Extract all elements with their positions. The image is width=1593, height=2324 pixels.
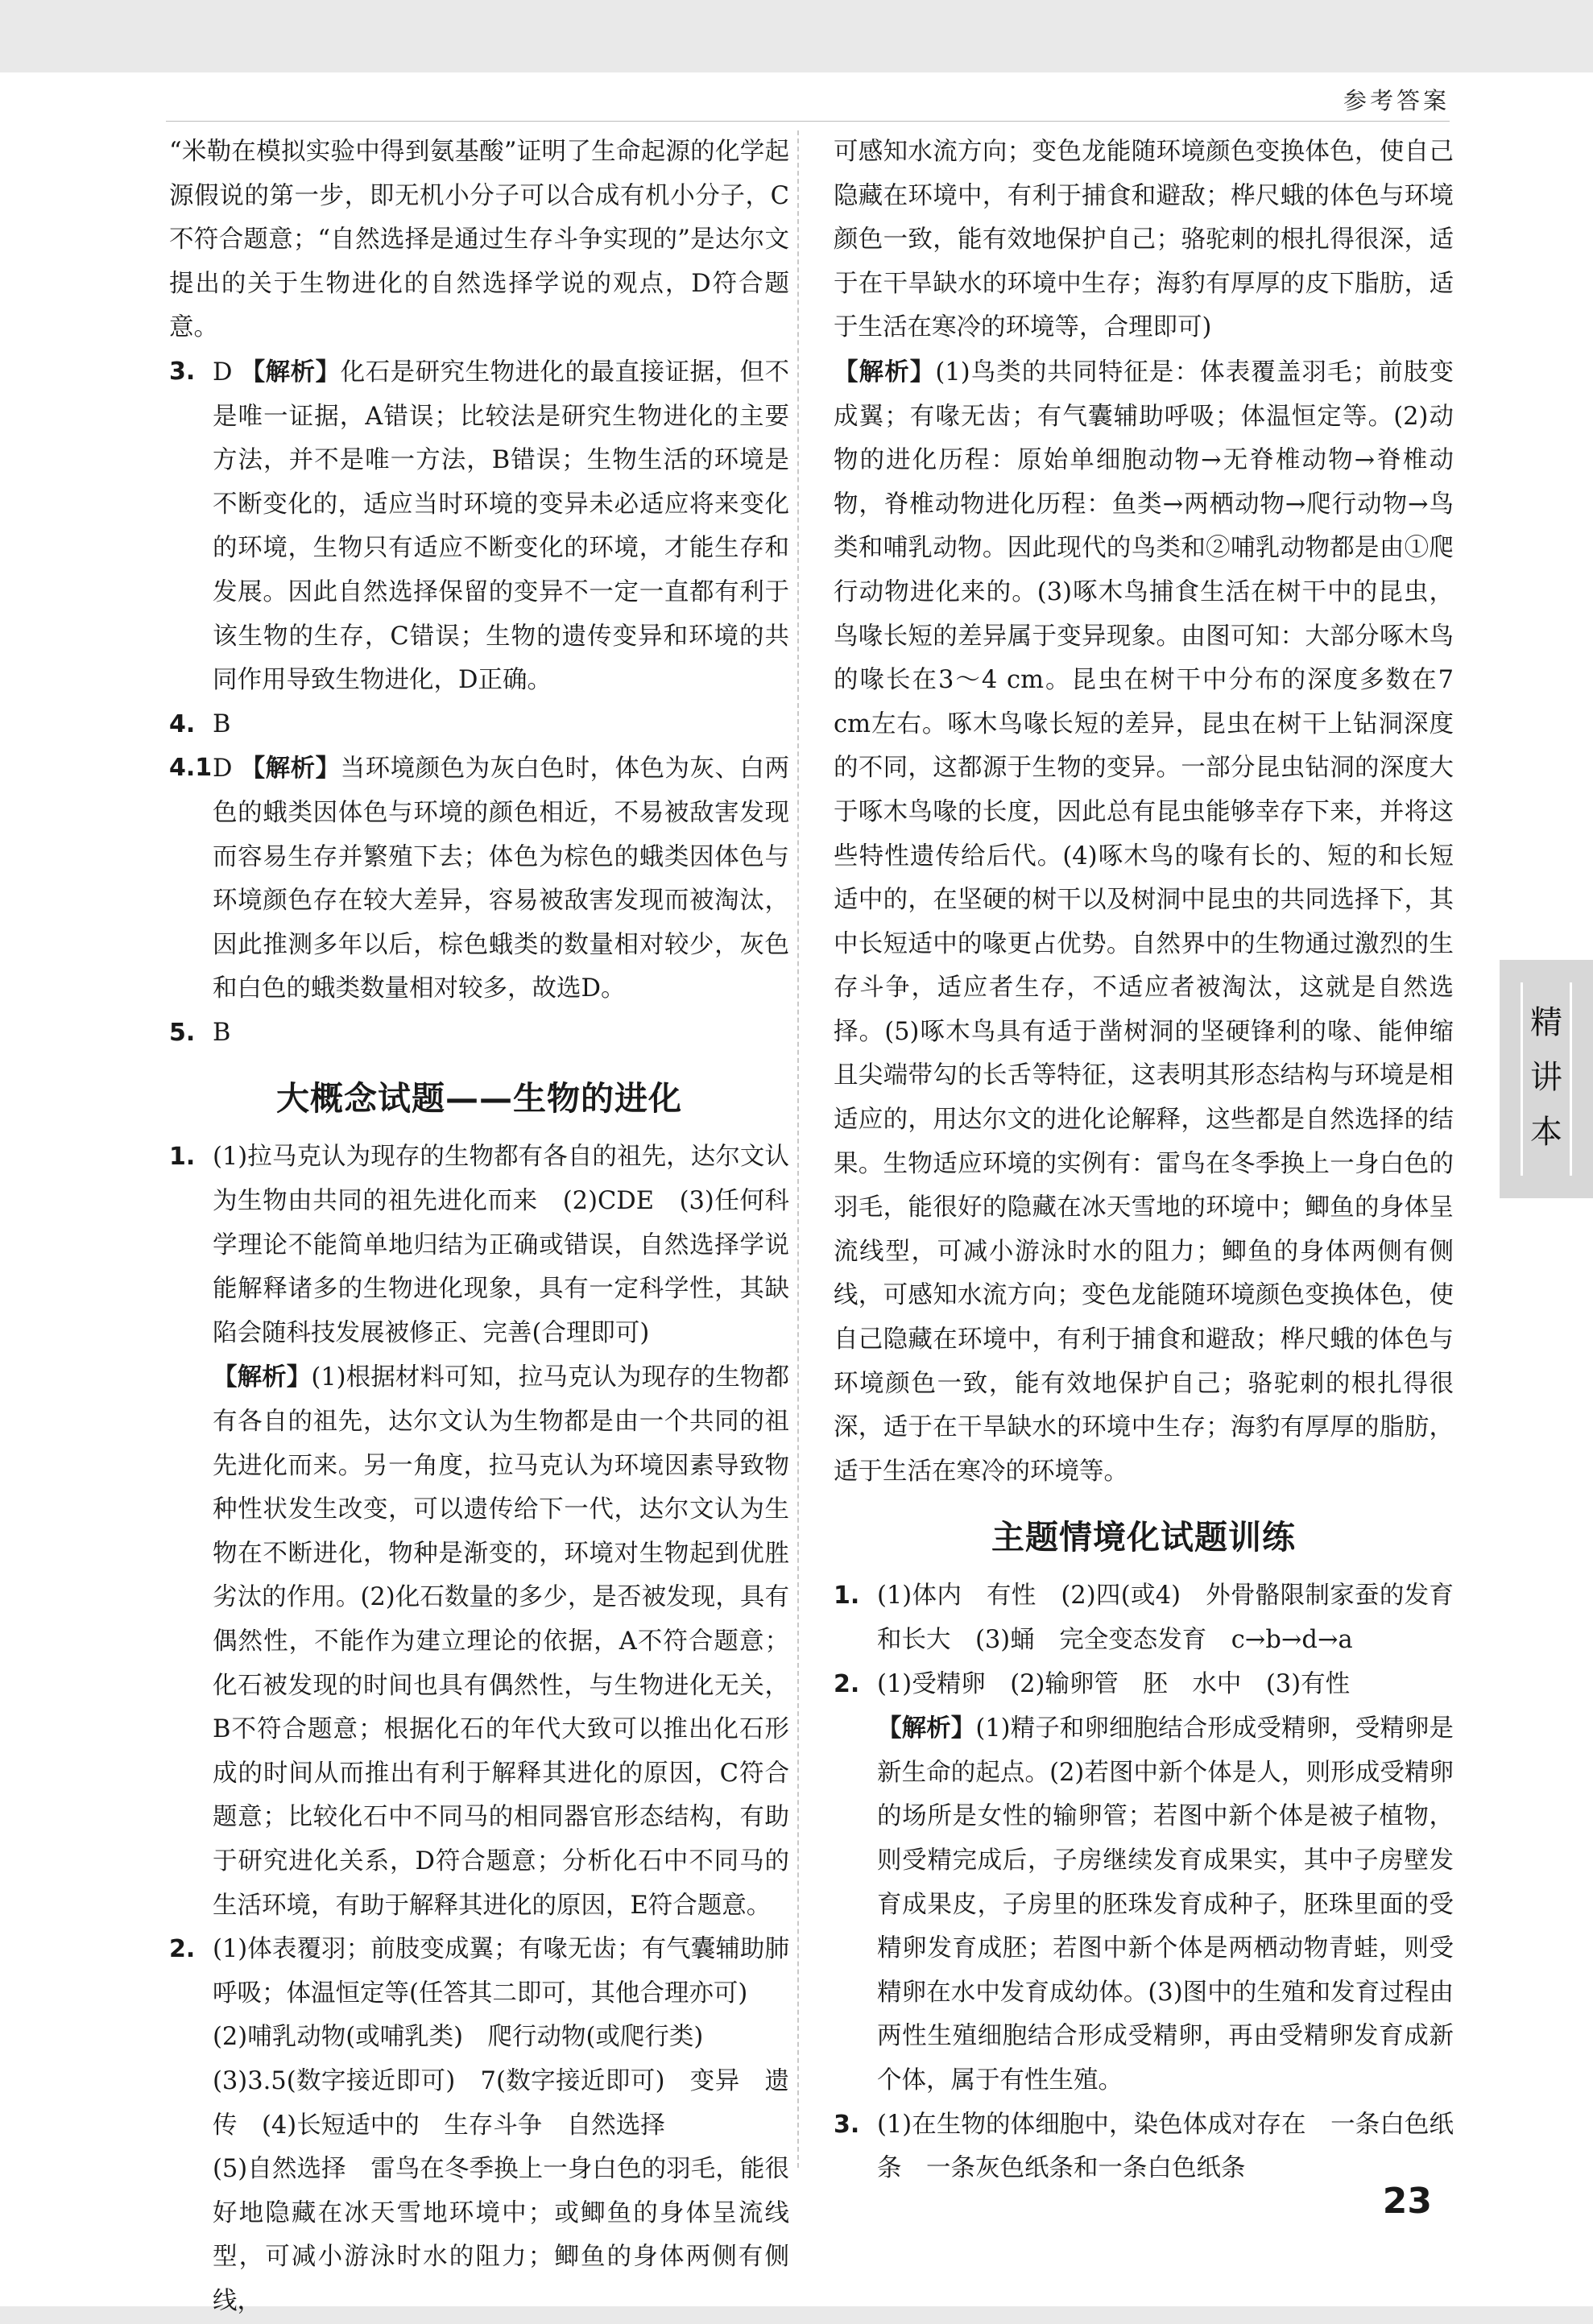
item-answer: B [213, 709, 231, 738]
item-number: 5. [169, 1018, 196, 1047]
page-number: 23 [1382, 2181, 1432, 2222]
header-rule [166, 121, 1450, 122]
item-answer: (1)体内 有性 (2)四(或4) 外骨骼限制家蚕的发育和长大 (3)蛹 完全变态发育 c→b→d→a [877, 1582, 1454, 1654]
item-answer: B [213, 1018, 231, 1047]
item-analysis: 化石是研究生物进化的最直接证据，但不是唯一证据，A错误；比较法是研究生物进化的主要方法，并不是唯一方法，B错误；生物生活的环境是不断变化的，适应当时环境的变异未必适应将来变化的环境，生物只有适应不断变化的环境，才能生存和发展。因此自然选择保留的变异不一定一直都有利于该生物的生存，C错误；生物的遗传变异和环境的共同作用导致生物进化，D正确。 [213, 358, 789, 695]
section-title: 大概念试题——生物的进化 [276, 1079, 682, 1119]
side-tab-label [1500, 995, 1593, 1160]
item-analysis: (1)精子和卵细胞结合形成受精卵，受精卵是新生命的起点。(2)若图中新个体是人，则形成受精卵的场所是女性的输卵管；若图中新个体是被子植物，则受精完成后，子房继续发育成果实，其中子房壁发育成果皮，子房里的胚珠发育成种子，胚珠里面的受精卵发育成胚；若图中新个体是两栖动物青蛙，则受精卵在水中发育成幼体。(3)图中的生殖和发育过程由两性生殖细胞结合形成受精卵，再由受精卵发育成新个体，属于有性生殖。 [877, 1714, 1454, 2094]
answer-item-4-1 [169, 746, 789, 1011]
item-number: 2. [169, 1935, 196, 1964]
item-answer: (1)受精卵 (2)输卵管 胚 水中 (3)有性 [877, 1669, 1351, 1698]
item-answer: (1)拉马克认为现存的生物都有各自的祖先，达尔文认为生物由共同的祖先进化而来 (2)CDE (3)任何科学理论不能简单地归结为正确或错误，自然选择学说能解释诸多的生物进化现象，具有一定科学性，其缺陷会随科技发展被修正、完善(合理即可) [213, 1143, 789, 1347]
item-answer-part-2: (2)哺乳动物(或哺乳类) 爬行动物(或爬行类) [213, 2023, 704, 2052]
answer-item-5 [169, 1011, 789, 1056]
left-column [169, 130, 789, 2324]
analysis-tag: 【解析】 [240, 357, 341, 387]
answer-item-1 [169, 1135, 789, 1928]
analysis-tag: 【解析】 [213, 1363, 312, 1392]
item-analysis: (1)鸟类的共同特征是：体表覆盖羽毛；前肢变成翼；有喙无齿；有气囊辅助呼吸；体温恒定等。(2)动物的进化历程：原始单细胞动物→无脊椎动物→脊椎动物，脊椎动物进化历程：鱼类→两栖动物→爬行动物→鸟类和哺乳动物。因此现代的鸟类和②哺乳动物都是由①爬行动物进化来的。(3)啄木鸟捕食生活在树干中的昆虫，鸟喙长短的差异属于变异现象。由图可知：大部分啄木鸟的喙长在3～4 cm。昆虫在树干中分布的深度多数在7 cm左右。啄木鸟喙长短的差异，昆虫在树干上钻洞深度的不同，这都源于生物的变异。一部分昆虫钻洞的深度大于啄木鸟喙的长度，因此总有昆虫能够幸存下来，并将这些特性遗传给后代。(4)啄木鸟的喙有长的、短的和长短适中的，在坚硬的树干以及树洞中昆虫的共同选择下，其中长短适中的喙更占优势。自然界中的生物通过激烈的生存斗争，适应者生存，不适应者被淘汰，这就是自然选择。(5)啄木鸟具有适于凿树洞的坚硬锋利的喙、能伸缩且尖端带勾的长舌等特征，这表明其形态结构与环境是相适应的，用达尔文的进化论解释，这些都是自然选择的结果。生物适应环境的实例有：雷鸟在冬季换上一身白色的羽毛，能很好的隐藏在冰天雪地的环境中；鲫鱼的身体呈流线型，可减小游泳时水的阻力；鲫鱼的身体两侧有侧线，可感知水流方向；变色龙能随环境颜色变换体色，使自己隐藏在环境中，有利于捕食和避敌；桦尺蛾的体色与环境颜色一致，能有效地保护自己；骆驼刺的根扎得很深，适于在干旱缺水的环境中生存；海豹有厚厚的脂肪，适于生活在寒冷的环境等。 [834, 358, 1454, 1486]
item-number: 2. [834, 1669, 860, 1698]
item-answer: D [213, 358, 233, 387]
analysis-tag: 【解析】 [834, 357, 936, 387]
side-tab-char: 本 [1530, 1114, 1562, 1151]
item-number: 4.1 [169, 754, 213, 783]
analysis-tag: 【解析】 [240, 754, 341, 784]
answer-item-3 [834, 2103, 1454, 2191]
item-number: 4. [169, 709, 196, 738]
right-column [834, 130, 1454, 2191]
page-header: 参考答案 [1343, 87, 1450, 114]
continued-paragraph: 可感知水流方向；变色龙能随环境颜色变换体色，使自己隐藏在环境中，有利于捕食和避敌；桦尺蛾的体色与环境颜色一致，能有效地保护自己；骆驼刺的根扎得很深，适于在干旱缺水的环境中生存；海豹有厚厚的皮下脂肪，适于生活在寒冷的环境等，合理即可) [834, 138, 1454, 342]
item-answer: D [213, 755, 233, 784]
side-tab-char: 精 [1530, 1004, 1562, 1041]
item-answer: (1)在生物的体细胞中，染色体成对存在 一条白色纸条 一条灰色纸条和一条白色纸条 [877, 2110, 1454, 2183]
item-answer-part-1: (1)体表覆羽；前肢变成翼；有喙无齿；有气囊辅助肺呼吸；体温恒定等(任答其二即可，其他合理亦可) [213, 1935, 789, 2008]
item-number: 1. [834, 1582, 860, 1611]
column-divider [797, 130, 799, 2168]
section-title: 主题情境化试题训练 [991, 1518, 1296, 1557]
answer-item-4 [169, 703, 789, 747]
continued-paragraph: “米勒在模拟实验中得到氨基酸”证明了生命起源的化学起源假说的第一步，即无机小分子可以合成有机小分子，C不符合题意；“自然选择是通过生存斗争实现的”是达尔文提出的关于生物进化的自然选择学说的观点，D符合题意。 [169, 138, 789, 342]
answer-item-2 [834, 1663, 1454, 2103]
item-number: 3. [169, 357, 196, 386]
answer-item-3 [169, 350, 789, 703]
answer-item-1 [834, 1574, 1454, 1662]
item-answer-part-4: (5)自然选择 雷鸟在冬季换上一身白色的羽毛，能很好地隐藏在冰天雪地环境中；或鲫鱼的身体呈流线型，可减小游泳时水的阻力；鲫鱼的身体两侧有侧线， [213, 2155, 789, 2315]
answer-item-2 [169, 1928, 789, 2323]
side-tab-char: 讲 [1530, 1059, 1562, 1096]
side-tab [1500, 960, 1593, 1198]
item-analysis: (1)根据材料可知，拉马克认为现存的生物都有各自的祖先，达尔文认为生物都是由一个共同的祖先进化而来。另一角度，拉马克认为环境因素导致物种性状发生改变，可以遗传给下一代，达尔文认为生物在不断进化，物种是渐变的，环境对生物起到优胜劣汰的作用。(2)化石数量的多少，是否被发现，具有偶然性，不能作为建立理论的依据，A不符合题意；化石被发现的时间也具有偶然性，与生物进化无关，B不符合题意；根据化石的年代大致可以推出化石形成的时间从而推出有利于解释其进化的原因，C符合题意；比较化石中不同马的相同器官形态结构，有助于研究进化关系，D符合题意；分析化石中不同马的生活环境，有助于解释其进化的原因，E符合题意。 [213, 1363, 790, 1920]
item-analysis: 当环境颜色为灰白色时，体色为灰、白两色的蛾类因体色与环境的颜色相近，不易被敌害发现而容易生存并繁殖下去；体色为棕色的蛾类因体色与环境颜色存在较大差异，容易被敌害发现而被淘汰，因此推测多年以后，棕色蛾类的数量相对较少，灰色和白色的蛾类数量相对较多，故选D。 [213, 755, 789, 1003]
item-answer-part-3: (3)3.5(数字接近即可) 7(数字接近即可) 变异 遗传 (4)长短适中的 生存斗争 自然选择 [213, 2066, 789, 2140]
analysis-tag: 【解析】 [877, 1714, 976, 1743]
item-number: 1. [169, 1143, 196, 1172]
item-number: 3. [834, 2110, 860, 2139]
